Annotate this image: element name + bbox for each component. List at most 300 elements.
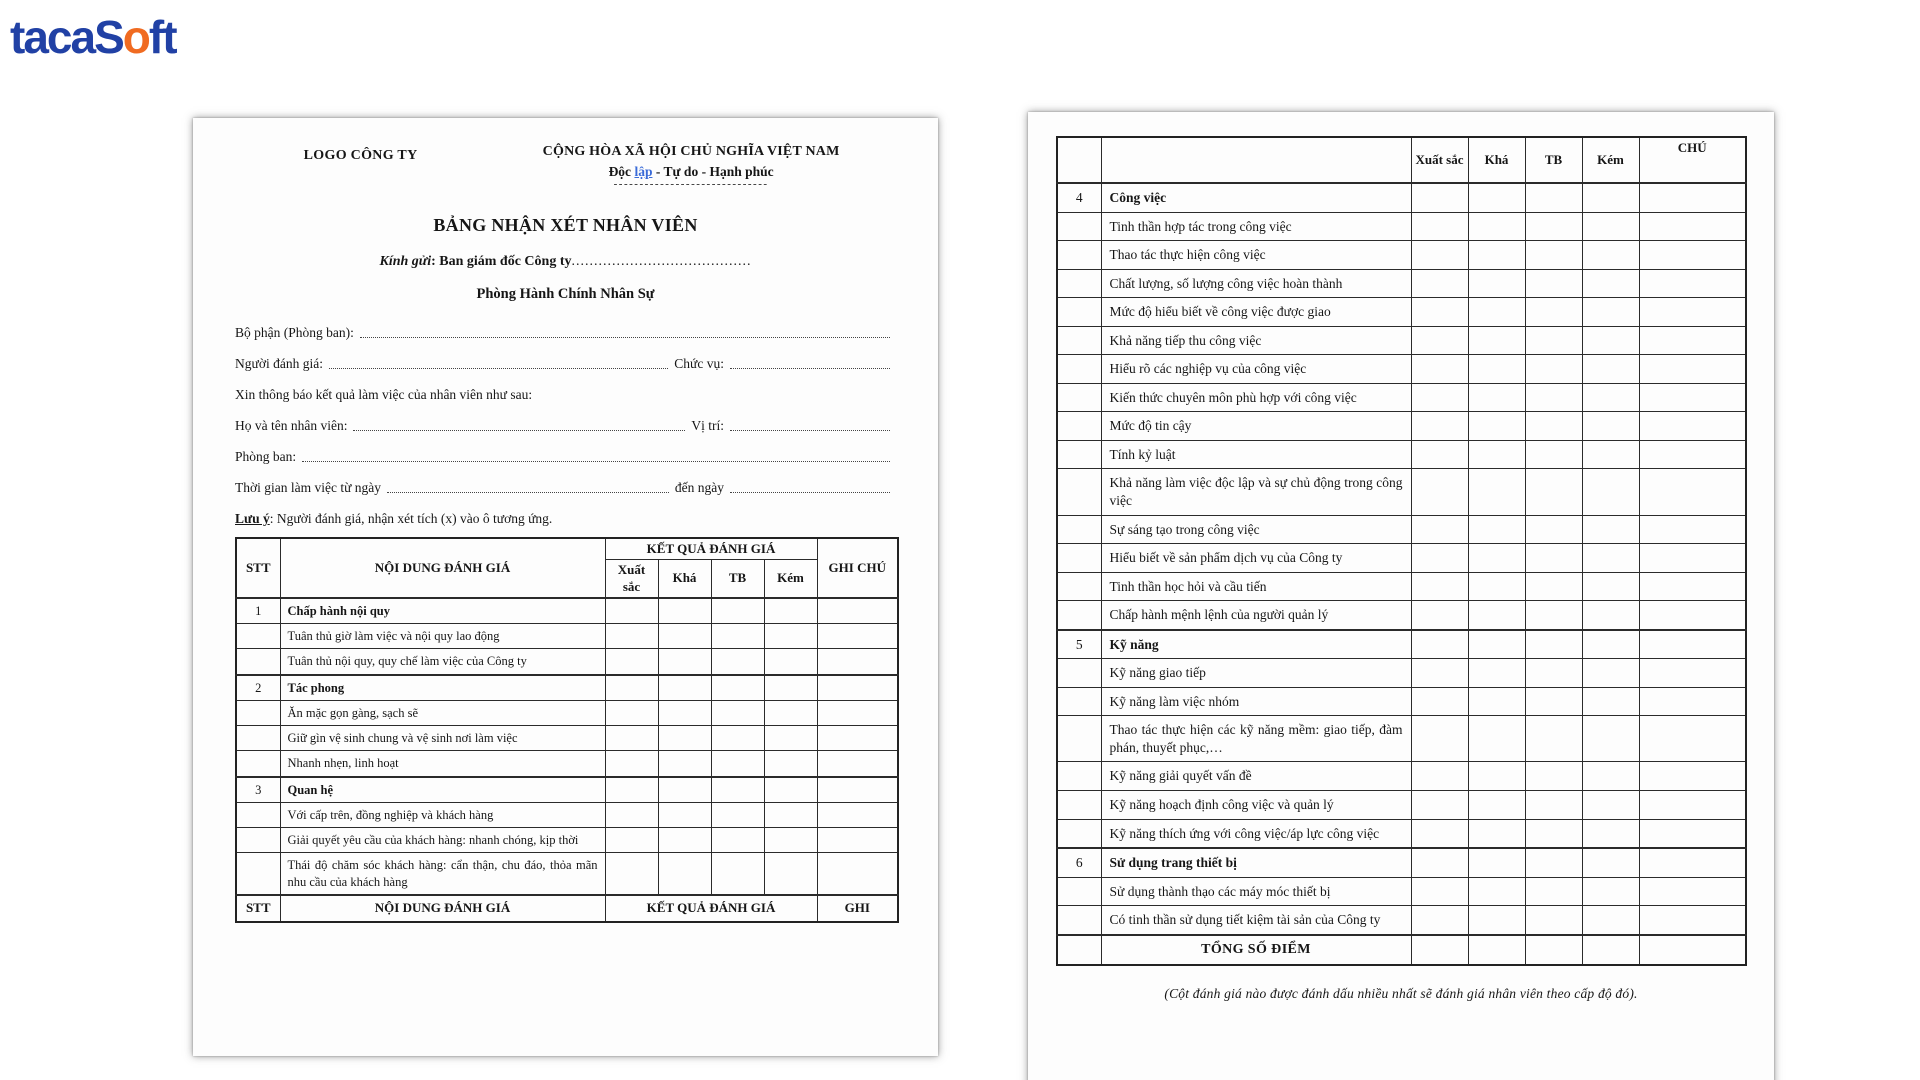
mark-cell-kem bbox=[1582, 355, 1639, 384]
mark-cell-kem bbox=[1582, 572, 1639, 601]
footer-stt: STT bbox=[236, 895, 280, 922]
mark-cell-tb bbox=[1525, 469, 1582, 515]
note-cell bbox=[1639, 716, 1746, 762]
mark-cell-tb bbox=[1525, 440, 1582, 469]
table-row bbox=[1057, 687, 1746, 716]
stt-cell bbox=[1057, 762, 1101, 791]
table-row bbox=[1057, 412, 1746, 441]
note-cell bbox=[1639, 544, 1746, 573]
stt-cell: 5 bbox=[1057, 630, 1101, 659]
stt-cell bbox=[1057, 515, 1101, 544]
mark-cell-kha bbox=[1468, 469, 1525, 515]
mark-cell-xuat-sac bbox=[1411, 544, 1468, 573]
mark-cell-tb bbox=[1525, 212, 1582, 241]
note-cell bbox=[1639, 383, 1746, 412]
content-cell: Chất lượng, số lượng công việc hoàn thành bbox=[1101, 269, 1411, 298]
mark-cell-kem bbox=[764, 828, 817, 853]
col-header-xuat-sac: Xuất sắc bbox=[1411, 137, 1468, 183]
info-label: Phòng ban: bbox=[235, 449, 297, 464]
table-row bbox=[236, 828, 898, 853]
mark-cell-kha bbox=[1468, 848, 1525, 877]
mark-cell-kem bbox=[1582, 716, 1639, 762]
info-line bbox=[235, 387, 896, 403]
table-row bbox=[1057, 515, 1746, 544]
col-header-xuat-sac: Xuất sắc bbox=[605, 560, 658, 598]
mark-cell-xuat-sac bbox=[1411, 183, 1468, 212]
stt-cell bbox=[236, 751, 280, 777]
content-cell: Thái độ chăm sóc khách hàng: cẩn thận, chu đáo, thỏa mãn nhu cầu của khách hàng bbox=[280, 853, 605, 895]
mark-cell-tb bbox=[1525, 383, 1582, 412]
mark-cell-kha bbox=[658, 853, 711, 895]
mark-cell-kha bbox=[1468, 212, 1525, 241]
table-row bbox=[1057, 212, 1746, 241]
content-cell: Kỹ năng giao tiếp bbox=[1101, 659, 1411, 688]
logo-text-ft: ft bbox=[148, 11, 176, 63]
content-cell: Ăn mặc gọn gàng, sạch sẽ bbox=[280, 700, 605, 725]
mark-cell-kem bbox=[1582, 819, 1639, 848]
mark-cell-tb bbox=[1525, 544, 1582, 573]
mark-cell-kha bbox=[658, 675, 711, 701]
col-header-kem: Kém bbox=[1582, 137, 1639, 183]
mark-cell-kha bbox=[1468, 326, 1525, 355]
mark-cell-tb bbox=[1525, 355, 1582, 384]
mark-cell-kha bbox=[1468, 440, 1525, 469]
note-cell bbox=[817, 700, 898, 725]
mark-cell-kem bbox=[1582, 383, 1639, 412]
mark-cell-kha bbox=[1468, 269, 1525, 298]
stt-cell bbox=[236, 700, 280, 725]
table-row bbox=[1057, 659, 1746, 688]
motto-pre: Độc bbox=[608, 164, 635, 179]
content-cell: Thao tác thực hiện các kỹ năng mềm: giao tiếp, đàm phán, thuyết phục,… bbox=[1101, 716, 1411, 762]
mark-cell-xuat-sac bbox=[1411, 906, 1468, 935]
national-header bbox=[486, 144, 896, 189]
stt-cell bbox=[1057, 355, 1101, 384]
mark-cell-tb bbox=[1525, 412, 1582, 441]
table-row bbox=[236, 598, 898, 624]
mark-cell-kha bbox=[1468, 906, 1525, 935]
mark-cell-tb bbox=[1525, 241, 1582, 270]
document-page-right bbox=[1028, 112, 1774, 1080]
mark-cell-kha bbox=[658, 700, 711, 725]
stt-cell bbox=[1057, 819, 1101, 848]
mark-cell-tb bbox=[1525, 762, 1582, 791]
stt-cell: 2 bbox=[236, 675, 280, 701]
mark-cell-kem bbox=[1582, 762, 1639, 791]
company-logo-placeholder: LOGO CÔNG TY bbox=[303, 148, 418, 163]
mark-cell-xuat-sac bbox=[1411, 687, 1468, 716]
mark-cell-kha bbox=[658, 828, 711, 853]
dotted-fill-2 bbox=[730, 491, 890, 493]
dotted-fill bbox=[353, 429, 685, 431]
table-row bbox=[236, 777, 898, 803]
mark-cell-kha bbox=[1468, 877, 1525, 906]
content-cell: Kỹ năng thích ứng với công việc/áp lực công việc bbox=[1101, 819, 1411, 848]
note-cell bbox=[1639, 601, 1746, 630]
table-row bbox=[1057, 630, 1746, 659]
note-cell bbox=[817, 777, 898, 803]
header-empty-content bbox=[1101, 137, 1411, 183]
motto-link: lập bbox=[634, 164, 653, 179]
mark-cell-kem bbox=[1582, 877, 1639, 906]
content-cell: Chấp hành nội quy bbox=[280, 598, 605, 624]
info-line bbox=[235, 325, 896, 341]
info-label: Thời gian làm việc từ ngày bbox=[235, 480, 382, 495]
note-text: : Người đánh giá, nhận xét tích (x) vào ô tương ứng. bbox=[269, 511, 553, 526]
col-header-stt: STT bbox=[236, 538, 280, 598]
stt-cell bbox=[1057, 241, 1101, 270]
footer-content: NỘI DUNG ĐÁNH GIÁ bbox=[280, 895, 605, 922]
mark-cell-kem bbox=[1582, 630, 1639, 659]
table-row bbox=[1057, 848, 1746, 877]
mark-cell-xuat-sac bbox=[1411, 572, 1468, 601]
content-cell: Mức độ hiểu biết về công việc được giao bbox=[1101, 298, 1411, 327]
mark-cell-kha bbox=[1468, 572, 1525, 601]
info-label: Bộ phận (Phòng ban): bbox=[235, 325, 354, 340]
mark-cell-kha bbox=[1468, 412, 1525, 441]
col-header-kha: Khá bbox=[658, 560, 711, 598]
motto-divider: ------------------------------ bbox=[613, 178, 769, 190]
table-row bbox=[236, 649, 898, 675]
table-row bbox=[236, 700, 898, 725]
mark-cell-kha bbox=[1468, 383, 1525, 412]
mark-cell-xuat-sac bbox=[605, 777, 658, 803]
dotted-fill bbox=[360, 336, 890, 338]
mark-cell-xuat-sac bbox=[1411, 819, 1468, 848]
content-cell: Nhanh nhẹn, linh hoạt bbox=[280, 751, 605, 777]
salutation-text: : Ban giám đốc Công ty bbox=[431, 254, 572, 269]
mark-cell-kem bbox=[764, 853, 817, 895]
table-row bbox=[1057, 877, 1746, 906]
note-cell bbox=[817, 598, 898, 624]
content-cell: TỔNG SỐ ĐIỂM bbox=[1101, 935, 1411, 965]
mark-cell-xuat-sac bbox=[605, 624, 658, 649]
info-label: Người đánh giá: bbox=[235, 356, 323, 371]
mark-cell-xuat-sac bbox=[1411, 298, 1468, 327]
stt-cell bbox=[1057, 544, 1101, 573]
national-title: CỘNG HÒA XÃ HỘI CHỦ NGHĨA VIỆT NAM bbox=[542, 144, 840, 159]
salutation-label: Kính gửi bbox=[379, 254, 432, 269]
mark-cell-xuat-sac bbox=[1411, 791, 1468, 820]
mark-cell-xuat-sac bbox=[1411, 877, 1468, 906]
stt-cell bbox=[1057, 212, 1101, 241]
mark-cell-kha bbox=[1468, 819, 1525, 848]
mark-cell-tb bbox=[1525, 935, 1582, 965]
mark-cell-kha bbox=[1468, 716, 1525, 762]
mark-cell-tb bbox=[711, 853, 764, 895]
note-cell bbox=[1639, 791, 1746, 820]
content-cell: Tính kỷ luật bbox=[1101, 440, 1411, 469]
table-row bbox=[1057, 298, 1746, 327]
table-row bbox=[1057, 935, 1746, 965]
stt-cell bbox=[1057, 412, 1101, 441]
content-cell: Kỹ năng hoạch định công việc và quản lý bbox=[1101, 791, 1411, 820]
note-cell bbox=[817, 853, 898, 895]
mark-cell-kha bbox=[1468, 601, 1525, 630]
table-header-row bbox=[236, 538, 898, 560]
mark-cell-tb bbox=[1525, 791, 1582, 820]
content-cell: Quan hệ bbox=[280, 777, 605, 803]
dotted-fill bbox=[329, 367, 668, 369]
mark-cell-kha bbox=[658, 802, 711, 827]
table-row bbox=[1057, 469, 1746, 515]
note-cell bbox=[1639, 572, 1746, 601]
stt-cell bbox=[236, 624, 280, 649]
content-cell: Kỹ năng bbox=[1101, 630, 1411, 659]
stt-cell bbox=[1057, 440, 1101, 469]
content-cell: Chấp hành mệnh lệnh của người quản lý bbox=[1101, 601, 1411, 630]
mark-cell-kem bbox=[1582, 906, 1639, 935]
department-heading: Phòng Hành Chính Nhân Sự bbox=[476, 286, 655, 302]
footnote: (Cột đánh giá nào được đánh dấu nhiều nhất sẽ đánh giá nhân viên theo cấp độ đó). bbox=[1164, 985, 1638, 1001]
mark-cell-kha bbox=[1468, 791, 1525, 820]
mark-cell-xuat-sac bbox=[1411, 630, 1468, 659]
note-cell bbox=[1639, 687, 1746, 716]
content-cell: Có tinh thần sử dụng tiết kiệm tài sản của Công ty bbox=[1101, 906, 1411, 935]
stt-cell bbox=[1057, 269, 1101, 298]
stt-cell bbox=[1057, 716, 1101, 762]
note-cell bbox=[1639, 762, 1746, 791]
stt-cell bbox=[1057, 687, 1101, 716]
content-cell: Giải quyết yêu cầu của khách hàng: nhanh chóng, kịp thời bbox=[280, 828, 605, 853]
table-row bbox=[1057, 791, 1746, 820]
evaluation-table-page1 bbox=[235, 537, 899, 923]
mark-cell-kha bbox=[1468, 659, 1525, 688]
mark-cell-tb bbox=[711, 751, 764, 777]
table-row bbox=[236, 624, 898, 649]
stt-cell: 1 bbox=[236, 598, 280, 624]
mark-cell-kem bbox=[1582, 212, 1639, 241]
note-line bbox=[235, 511, 896, 527]
mark-cell-tb bbox=[711, 624, 764, 649]
content-cell: Khả năng tiếp thu công việc bbox=[1101, 326, 1411, 355]
mark-cell-tb bbox=[1525, 687, 1582, 716]
dotted-fill bbox=[387, 491, 669, 493]
mark-cell-kem bbox=[1582, 515, 1639, 544]
mark-cell-xuat-sac bbox=[1411, 326, 1468, 355]
logo-text-s: S bbox=[94, 11, 123, 63]
mark-cell-tb bbox=[1525, 716, 1582, 762]
mark-cell-kem bbox=[1582, 326, 1639, 355]
table-row bbox=[1057, 762, 1746, 791]
stt-cell bbox=[1057, 383, 1101, 412]
table-row bbox=[236, 853, 898, 895]
content-cell: Mức độ tin cậy bbox=[1101, 412, 1411, 441]
mark-cell-tb bbox=[711, 777, 764, 803]
info-line bbox=[235, 418, 896, 434]
mark-cell-kha bbox=[658, 624, 711, 649]
note-cell bbox=[817, 624, 898, 649]
mark-cell-xuat-sac bbox=[605, 726, 658, 751]
content-cell: Kỹ năng giải quyết vấn đề bbox=[1101, 762, 1411, 791]
mark-cell-tb bbox=[1525, 515, 1582, 544]
mark-cell-xuat-sac bbox=[605, 751, 658, 777]
mark-cell-tb bbox=[711, 802, 764, 827]
stt-cell bbox=[236, 649, 280, 675]
mark-cell-kha bbox=[1468, 298, 1525, 327]
salutation-line bbox=[235, 254, 896, 270]
mark-cell-tb bbox=[1525, 848, 1582, 877]
stt-cell bbox=[1057, 935, 1101, 965]
repeated-header-row bbox=[236, 895, 898, 922]
note-cell bbox=[1639, 326, 1746, 355]
note-cell bbox=[1639, 440, 1746, 469]
form-title: BẢNG NHẬN XÉT NHÂN VIÊN bbox=[433, 215, 698, 235]
info-line bbox=[235, 480, 896, 496]
stt-cell: 3 bbox=[236, 777, 280, 803]
mark-cell-kem bbox=[1582, 935, 1639, 965]
logo-o-mark: o bbox=[122, 11, 149, 63]
mark-cell-kem bbox=[764, 802, 817, 827]
mark-cell-tb bbox=[1525, 877, 1582, 906]
note-cell bbox=[1639, 298, 1746, 327]
table-row bbox=[1057, 326, 1746, 355]
mark-cell-kha bbox=[658, 649, 711, 675]
note-cell bbox=[1639, 819, 1746, 848]
footer-ghi: GHI bbox=[817, 895, 898, 922]
mark-cell-tb bbox=[1525, 298, 1582, 327]
col-header-ghi-chu: GHI CHÚ bbox=[817, 538, 898, 598]
table-header-row bbox=[1057, 137, 1746, 183]
mark-cell-kem bbox=[1582, 298, 1639, 327]
mark-cell-xuat-sac bbox=[1411, 269, 1468, 298]
content-cell: Hiểu rõ các nghiệp vụ của công việc bbox=[1101, 355, 1411, 384]
mark-cell-kem bbox=[1582, 848, 1639, 877]
mark-cell-kha bbox=[1468, 241, 1525, 270]
stt-cell bbox=[236, 853, 280, 895]
tacasoft-logo[interactable] bbox=[10, 11, 176, 63]
info-lines bbox=[235, 325, 896, 496]
table-row bbox=[1057, 906, 1746, 935]
mark-cell-xuat-sac bbox=[1411, 848, 1468, 877]
mark-cell-xuat-sac bbox=[605, 700, 658, 725]
table-row bbox=[1057, 440, 1746, 469]
col-header-kha: Khá bbox=[1468, 137, 1525, 183]
mark-cell-kha bbox=[658, 726, 711, 751]
mark-cell-kha bbox=[658, 751, 711, 777]
mark-cell-tb bbox=[711, 700, 764, 725]
col-header-tb: TB bbox=[1525, 137, 1582, 183]
col-header-tb: TB bbox=[711, 560, 764, 598]
content-cell: Giữ gìn vệ sinh chung và vệ sinh nơi làm việc bbox=[280, 726, 605, 751]
col-header-content: NỘI DUNG ĐÁNH GIÁ bbox=[280, 538, 605, 598]
mark-cell-xuat-sac bbox=[1411, 659, 1468, 688]
mark-cell-kem bbox=[764, 649, 817, 675]
mark-cell-kem bbox=[764, 598, 817, 624]
document-page-left bbox=[193, 118, 938, 1056]
mark-cell-tb bbox=[711, 675, 764, 701]
mark-cell-kha bbox=[1468, 687, 1525, 716]
mark-cell-kha bbox=[1468, 183, 1525, 212]
content-cell: Tinh thần học hỏi và cầu tiến bbox=[1101, 572, 1411, 601]
mark-cell-xuat-sac bbox=[1411, 355, 1468, 384]
note-cell bbox=[817, 726, 898, 751]
content-cell: Thao tác thực hiện công việc bbox=[1101, 241, 1411, 270]
stt-cell: 4 bbox=[1057, 183, 1101, 212]
info-line bbox=[235, 356, 896, 372]
table-row bbox=[1057, 544, 1746, 573]
stt-cell bbox=[1057, 601, 1101, 630]
content-cell: Tuân thủ giờ làm việc và nội quy lao động bbox=[280, 624, 605, 649]
mark-cell-kem bbox=[1582, 241, 1639, 270]
footer-result: KẾT QUẢ ĐÁNH GIÁ bbox=[605, 895, 817, 922]
mark-cell-xuat-sac bbox=[1411, 412, 1468, 441]
salutation-dots: ........................................ bbox=[571, 254, 752, 269]
mark-cell-kha bbox=[1468, 630, 1525, 659]
mark-cell-kha bbox=[1468, 515, 1525, 544]
logo-text-taca: taca bbox=[10, 11, 95, 63]
mark-cell-kem bbox=[764, 726, 817, 751]
content-cell: Khả năng làm việc độc lập và sự chủ động trong công việc bbox=[1101, 469, 1411, 515]
mark-cell-xuat-sac bbox=[1411, 212, 1468, 241]
col-header-result-group: KẾT QUẢ ĐÁNH GIÁ bbox=[605, 538, 817, 560]
note-cell bbox=[1639, 515, 1746, 544]
mark-cell-kha bbox=[1468, 544, 1525, 573]
mark-cell-xuat-sac bbox=[1411, 601, 1468, 630]
mark-cell-xuat-sac bbox=[1411, 935, 1468, 965]
note-label: Lưu ý bbox=[235, 511, 270, 526]
col-header-chu: CHÚ bbox=[1639, 137, 1746, 183]
mark-cell-tb bbox=[1525, 601, 1582, 630]
table-row bbox=[1057, 819, 1746, 848]
note-cell bbox=[1639, 183, 1746, 212]
mark-cell-xuat-sac bbox=[1411, 762, 1468, 791]
content-cell: Tác phong bbox=[280, 675, 605, 701]
note-cell bbox=[817, 828, 898, 853]
content-cell: Tuân thủ nội quy, quy chế làm việc của Công ty bbox=[280, 649, 605, 675]
mark-cell-tb bbox=[1525, 659, 1582, 688]
mark-cell-xuat-sac bbox=[605, 649, 658, 675]
info-label-2: Chức vụ: bbox=[674, 356, 724, 371]
note-cell bbox=[1639, 412, 1746, 441]
mark-cell-xuat-sac bbox=[1411, 241, 1468, 270]
mark-cell-xuat-sac bbox=[1411, 515, 1468, 544]
mark-cell-tb bbox=[1525, 572, 1582, 601]
mark-cell-tb bbox=[711, 726, 764, 751]
mark-cell-tb bbox=[1525, 906, 1582, 935]
table-row bbox=[236, 726, 898, 751]
note-cell bbox=[1639, 848, 1746, 877]
info-line bbox=[235, 449, 896, 465]
stt-cell bbox=[1057, 469, 1101, 515]
table-row bbox=[236, 751, 898, 777]
content-cell: Sử dụng thành thạo các máy móc thiết bị bbox=[1101, 877, 1411, 906]
mark-cell-tb bbox=[1525, 326, 1582, 355]
mark-cell-kem bbox=[1582, 440, 1639, 469]
content-cell: Kiến thức chuyên môn phù hợp với công việc bbox=[1101, 383, 1411, 412]
note-cell bbox=[1639, 935, 1746, 965]
content-cell: Sử dụng trang thiết bị bbox=[1101, 848, 1411, 877]
mark-cell-xuat-sac bbox=[1411, 440, 1468, 469]
note-cell bbox=[1639, 630, 1746, 659]
mark-cell-tb bbox=[711, 649, 764, 675]
mark-cell-kha bbox=[1468, 935, 1525, 965]
mark-cell-kem bbox=[1582, 659, 1639, 688]
mark-cell-kem bbox=[764, 751, 817, 777]
note-cell bbox=[1639, 469, 1746, 515]
info-label-2: đến ngày bbox=[674, 480, 724, 495]
mark-cell-kem bbox=[1582, 269, 1639, 298]
mark-cell-tb bbox=[711, 828, 764, 853]
note-cell bbox=[817, 751, 898, 777]
mark-cell-kem bbox=[1582, 469, 1639, 515]
stt-cell bbox=[1057, 659, 1101, 688]
dotted-fill bbox=[302, 460, 890, 462]
mark-cell-xuat-sac bbox=[605, 802, 658, 827]
stt-cell bbox=[1057, 572, 1101, 601]
stt-cell bbox=[1057, 877, 1101, 906]
note-cell bbox=[1639, 659, 1746, 688]
